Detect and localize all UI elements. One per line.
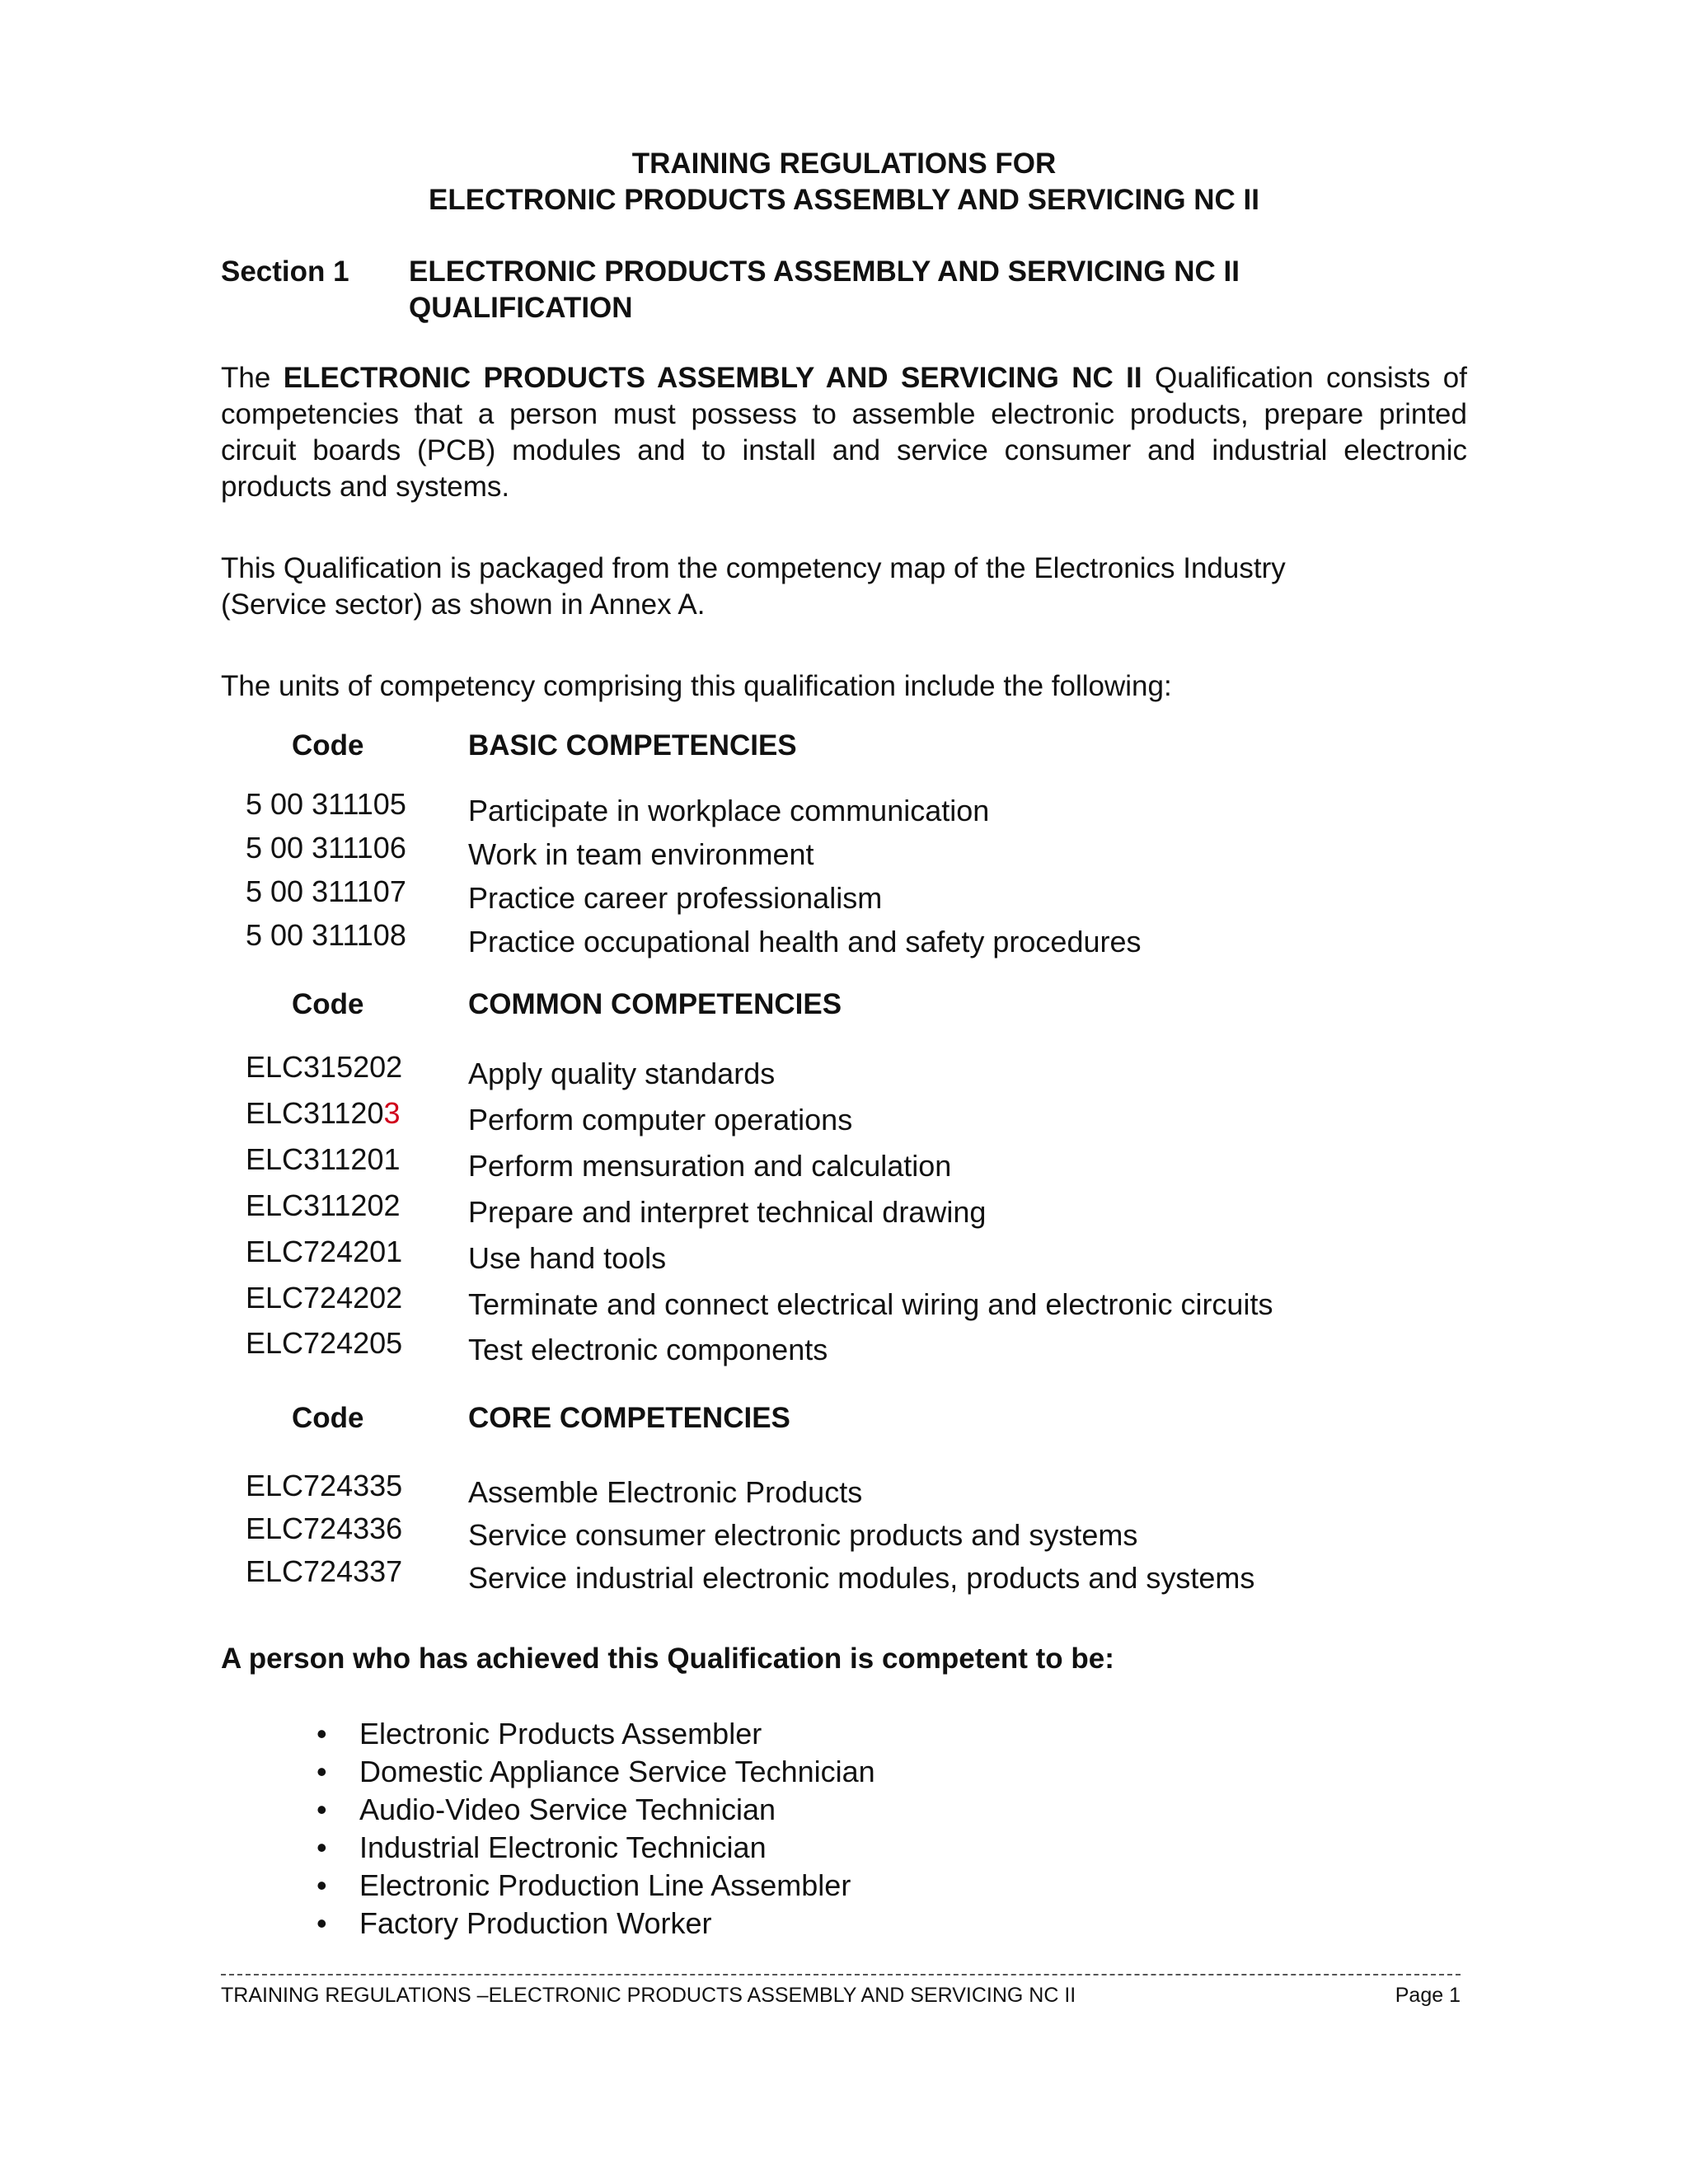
bullet-icon: •	[316, 1830, 327, 1864]
competency-description: Test electronic components	[468, 1333, 828, 1366]
list-item	[221, 1715, 1467, 1753]
competency-description: Service industrial electronic modules, products and systems	[468, 1561, 1255, 1595]
competency-description: Apply quality standards	[468, 1057, 776, 1090]
competency-description: Participate in workplace communication	[468, 794, 990, 827]
achieved-heading: A person who has achieved this Qualification is competent to be:	[221, 1643, 1114, 1675]
competency-code-highlight: 3	[383, 1096, 401, 1130]
roles-list	[221, 1715, 1467, 1943]
competency-code: ELC724337	[246, 1554, 403, 1588]
competency-description: Assemble Electronic Products	[468, 1475, 863, 1509]
document-page	[221, 0, 1467, 2184]
role-label: Industrial Electronic Technician	[359, 1830, 767, 1864]
competency-description: Prepare and interpret technical drawing	[468, 1195, 987, 1229]
competency-description: Terminate and connect electrical wiring and electronic circuits	[468, 1287, 1273, 1321]
code-column-header: Code	[292, 988, 364, 1020]
competency-row	[221, 1050, 1467, 1092]
role-label: Electronic Products Assembler	[359, 1717, 762, 1750]
role-label: Factory Production Worker	[359, 1906, 712, 1940]
competency-description: Practice career professionalism	[468, 881, 883, 915]
bullet-icon: •	[316, 1793, 327, 1826]
competency-row	[221, 874, 1467, 916]
list-item	[221, 1791, 1467, 1829]
units-intro: The units of competency comprising this qualification include the following:	[221, 670, 1172, 702]
packaged-note-line-2: (Service sector) as shown in Annex A.	[221, 588, 706, 621]
competency-code: ELC724335	[246, 1469, 403, 1502]
competency-row	[221, 1469, 1467, 1511]
footer-divider	[221, 1974, 1461, 1975]
competency-description: Work in team environment	[468, 837, 814, 871]
title-line-1: TRAINING REGULATIONS FOR	[631, 148, 1057, 180]
competency-row	[221, 1511, 1467, 1554]
competency-description: Practice occupational health and safety procedures	[468, 925, 1142, 958]
bullet-icon: •	[316, 1755, 327, 1788]
competency-description: Perform computer operations	[468, 1103, 853, 1137]
competency-row	[221, 1326, 1467, 1368]
core-competencies-header	[221, 1400, 1467, 1436]
section-title-line-1: ELECTRONIC PRODUCTS ASSEMBLY AND SERVICING NC II	[409, 255, 1240, 288]
competency-row	[221, 1096, 1467, 1138]
common-competencies-header	[221, 987, 1467, 1023]
competency-code: ELC724201	[246, 1235, 403, 1268]
footer-title: TRAINING REGULATIONS –ELECTRONIC PRODUCTS ASSEMBLY AND SERVICING NC II	[221, 1984, 1076, 2007]
intro-lead: The	[221, 362, 284, 394]
code-column-header: Code	[292, 729, 364, 762]
list-item	[221, 1753, 1467, 1791]
competency-row	[221, 787, 1467, 829]
basic-competencies-header	[221, 728, 1467, 764]
section-title	[409, 254, 1398, 326]
core-competencies-title: CORE COMPETENCIES	[468, 1402, 790, 1434]
competency-code: 5 00 311108	[246, 918, 406, 952]
list-item	[221, 1867, 1467, 1905]
competency-code	[246, 1095, 401, 1132]
competency-code: 5 00 311105	[246, 787, 406, 821]
competency-code: ELC311201	[246, 1142, 401, 1176]
competency-row	[221, 1142, 1467, 1184]
competency-row	[221, 1188, 1467, 1230]
packaged-note	[221, 551, 1467, 623]
competency-code: 5 00 311106	[246, 831, 406, 865]
bullet-icon: •	[316, 1717, 327, 1750]
competency-row	[221, 1554, 1467, 1596]
packaged-note-line-1: This Qualification is packaged from the competency map of the Electronics Industry	[221, 552, 1286, 584]
bullet-icon: •	[316, 1868, 327, 1902]
competency-description: Use hand tools	[468, 1241, 667, 1275]
code-column-header: Code	[292, 1402, 364, 1434]
competency-description: Service consumer electronic products and systems	[468, 1518, 1138, 1552]
qualification-name: ELECTRONIC PRODUCTS ASSEMBLY AND SERVICING NC II	[283, 362, 1142, 394]
bullet-icon: •	[316, 1906, 327, 1940]
role-label: Electronic Production Line Assembler	[359, 1868, 851, 1902]
competency-row	[221, 918, 1467, 960]
section-label: Section 1	[221, 255, 349, 288]
competency-row	[221, 831, 1467, 873]
competency-code: ELC311202	[246, 1188, 401, 1222]
competency-code: ELC724202	[246, 1281, 403, 1315]
role-label: Domestic Appliance Service Technician	[359, 1755, 875, 1788]
title-line-2: ELECTRONIC PRODUCTS ASSEMBLY AND SERVICING NC II	[429, 184, 1259, 216]
document-title	[221, 146, 1467, 218]
list-item	[221, 1905, 1467, 1943]
competency-code: ELC724205	[246, 1326, 403, 1360]
competency-code-prefix: ELC31120	[246, 1096, 384, 1130]
competency-description: Perform mensuration and calculation	[468, 1149, 952, 1183]
competency-row	[221, 1235, 1467, 1277]
competency-code: ELC724336	[246, 1511, 403, 1545]
role-label: Audio-Video Service Technician	[359, 1793, 776, 1826]
competency-code: ELC315202	[246, 1050, 403, 1084]
section-title-line-2: QUALIFICATION	[409, 292, 633, 324]
basic-competencies-title: BASIC COMPETENCIES	[468, 729, 797, 762]
intro-paragraph	[221, 360, 1467, 505]
list-item	[221, 1829, 1467, 1867]
competency-row	[221, 1281, 1467, 1323]
common-competencies-title: COMMON COMPETENCIES	[468, 988, 842, 1020]
page-number: Page 1	[1395, 1984, 1461, 2007]
competency-code: 5 00 311107	[246, 874, 406, 908]
intro-rest: Qualification consists of competencies that a person must possess to assemble electronic products, prepare printed circuit boards (PCB) modules and to install and service consumer and industrial electronic products and systems.	[221, 362, 1467, 503]
